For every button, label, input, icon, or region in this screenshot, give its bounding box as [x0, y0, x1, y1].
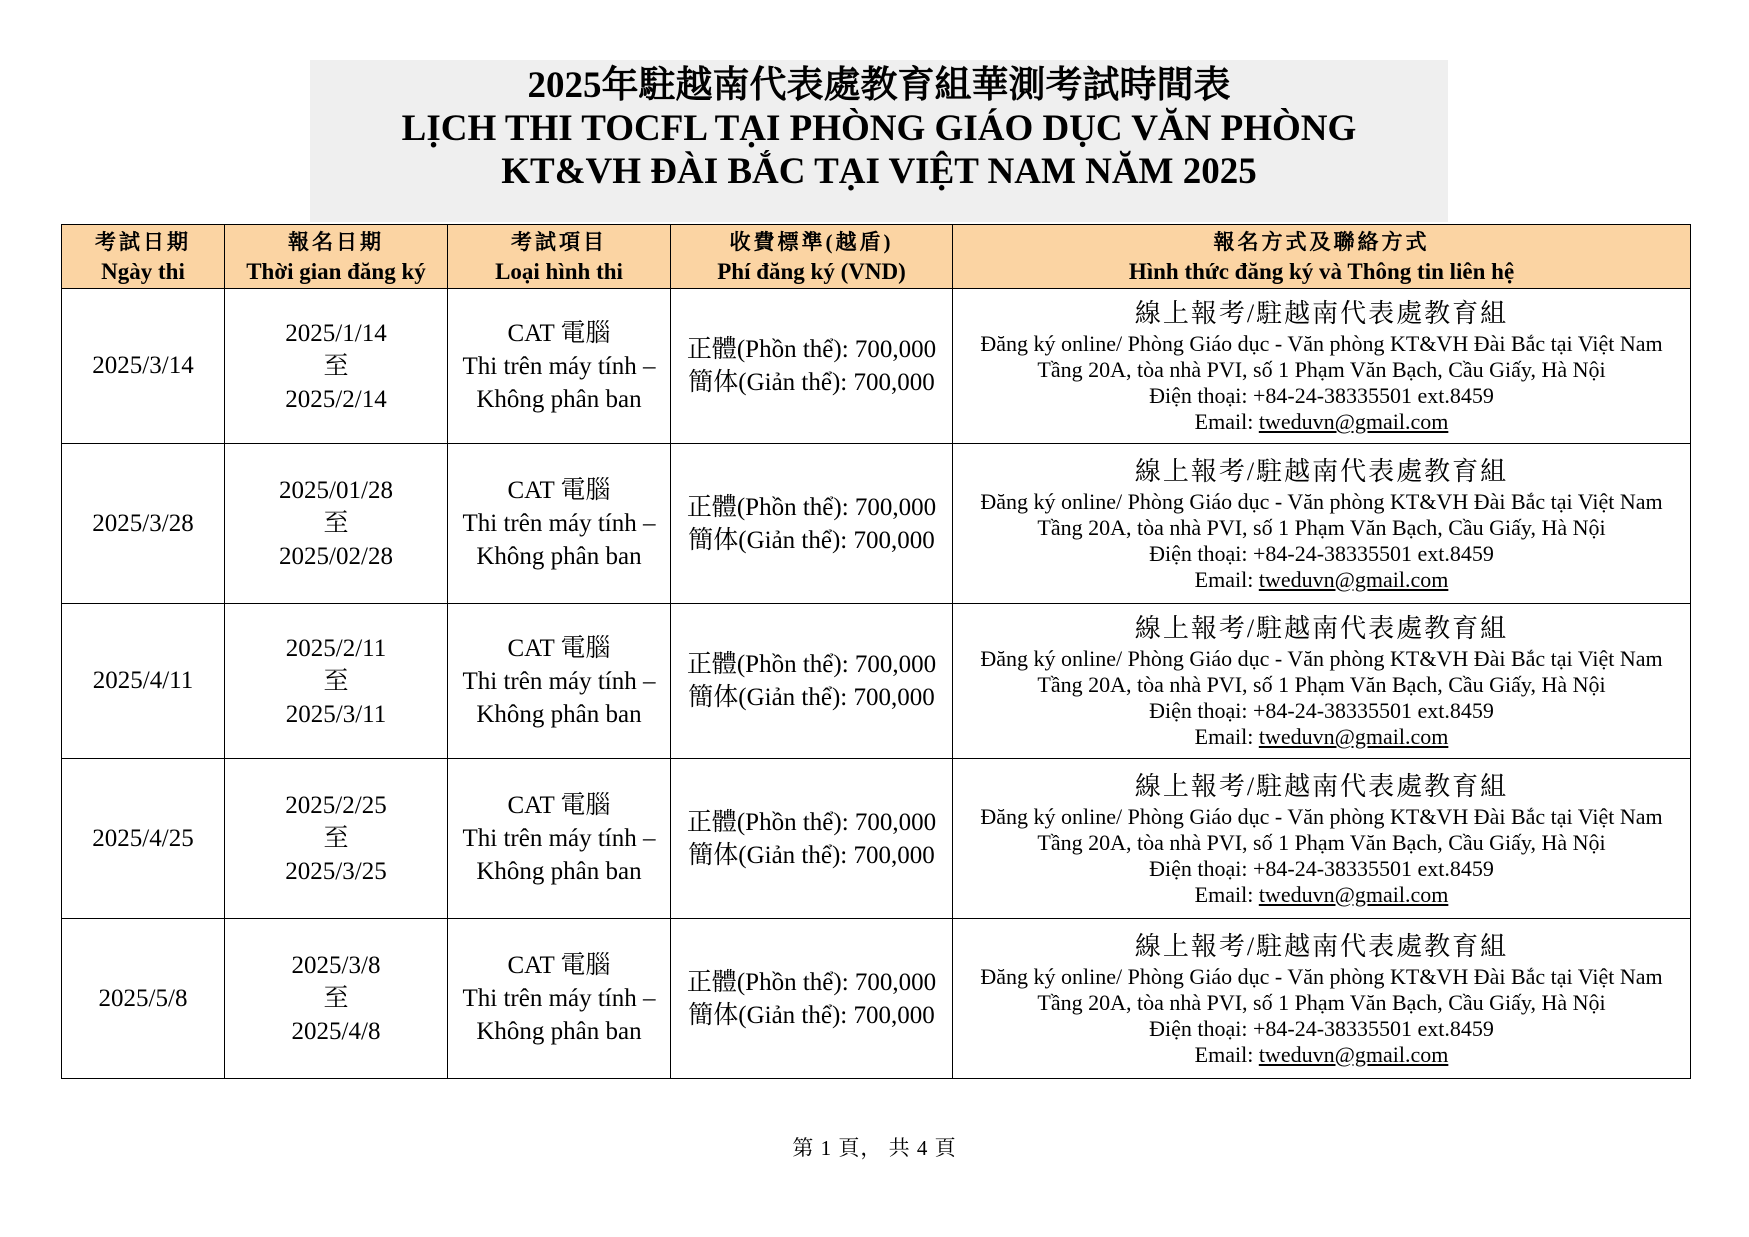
contact-cell — [953, 759, 1691, 919]
fee-traditional: 正體(Phồn thể): 700,000 — [686, 968, 937, 996]
contact-chinese: 線上報考/駐越南代表處教育組 — [1134, 299, 1509, 328]
registration-separator: 至 — [323, 825, 349, 852]
registration-start: 2025/2/25 — [285, 792, 387, 819]
fee-cell — [671, 759, 953, 919]
registration-start: 2025/1/14 — [285, 319, 387, 347]
exam-type-line: Không phân ban — [476, 543, 642, 570]
registration-separator: 至 — [323, 667, 349, 695]
table-row — [62, 759, 1691, 919]
contact-email-line — [953, 1042, 1690, 1068]
exam-type-cell — [448, 919, 671, 1079]
registration-end: 2025/02/28 — [279, 543, 393, 570]
header-exam-date — [62, 225, 225, 289]
email-label: Email: — [1194, 566, 1259, 592]
contact-phone: Điện thoại: +84-24-38335501 ext.8459 — [1149, 1015, 1494, 1041]
exam-type-line: Không phân ban — [476, 1018, 642, 1045]
contact-chinese: 線上報考/駐越南代表處教育組 — [1134, 614, 1509, 643]
fee-simplified: 簡体(Giản thể): 700,000 — [688, 1001, 935, 1029]
fee-traditional: 正體(Phồn thể): 700,000 — [686, 493, 937, 521]
table-row — [62, 444, 1691, 604]
fee-cell — [671, 604, 953, 759]
email-link[interactable]: tweduvn@gmail.com — [1258, 881, 1449, 907]
exam-date-cell: 2025/4/25 — [62, 759, 225, 919]
exam-type-cell — [448, 759, 671, 919]
fee-cell — [671, 289, 953, 444]
registration-period-cell — [225, 919, 448, 1079]
registration-period-cell — [225, 759, 448, 919]
contact-phone: Điện thoại: +84-24-38335501 ext.8459 — [1149, 698, 1494, 723]
contact-phone: Điện thoại: +84-24-38335501 ext.8459 — [1149, 855, 1494, 881]
table-header-row — [62, 225, 1691, 289]
exam-type-line: Không phân ban — [476, 700, 642, 728]
page-number-footer: 第 1 頁， 共 4 頁 — [792, 1136, 957, 1160]
registration-separator: 至 — [323, 352, 349, 380]
contact-online: Đăng ký online/ Phòng Giáo dục - Văn phòng KT&VH Đài Bắc tại Việt Nam — [980, 646, 1663, 671]
contact-address: Tầng 20A, tòa nhà PVI, số 1 Phạm Văn Bạch, Cầu Giấy, Hà Nội — [1037, 989, 1606, 1015]
document-title — [310, 60, 1448, 222]
exam-date-cell: 2025/4/11 — [62, 604, 225, 759]
contact-email-line — [953, 567, 1690, 593]
header-label-zh: 考試日期 — [95, 229, 191, 254]
registration-end: 2025/3/25 — [285, 858, 387, 885]
contact-cell — [953, 444, 1691, 604]
contact-email-line — [953, 409, 1690, 435]
header-label-vi: Thời gian đăng ký — [246, 258, 426, 284]
registration-end: 2025/3/11 — [285, 700, 387, 728]
exam-type-line: CAT 電腦 — [507, 634, 611, 662]
exam-type-line: Thi trên máy tính – — [462, 985, 656, 1012]
exam-type-line: Không phân ban — [476, 385, 642, 413]
contact-online: Đăng ký online/ Phòng Giáo dục - Văn phòng KT&VH Đài Bắc tại Việt Nam — [980, 803, 1663, 829]
email-link[interactable]: tweduvn@gmail.com — [1258, 1041, 1449, 1067]
exam-type-line: Thi trên máy tính – — [462, 825, 656, 852]
email-label: Email: — [1194, 1041, 1259, 1067]
fee-traditional: 正體(Phồn thể): 700,000 — [686, 336, 937, 363]
title-line-chinese: 2025年駐越南代表處教育組華測考試時間表 — [527, 65, 1231, 106]
exam-type-cell — [448, 604, 671, 759]
header-label-vi: Hình thức đăng ký và Thông tin liên hệ — [1128, 258, 1515, 284]
contact-online: Đăng ký online/ Phòng Giáo dục - Văn phòng KT&VH Đài Bắc tại Việt Nam — [980, 331, 1663, 356]
exam-date-cell: 2025/3/14 — [62, 289, 225, 444]
exam-type-cell — [448, 289, 671, 444]
contact-phone: Điện thoại: +84-24-38335501 ext.8459 — [1149, 540, 1494, 566]
registration-end: 2025/4/8 — [291, 1018, 381, 1045]
contact-phone: Điện thoại: +84-24-38335501 ext.8459 — [1149, 383, 1494, 408]
contact-online: Đăng ký online/ Phòng Giáo dục - Văn phòng KT&VH Đài Bắc tại Việt Nam — [980, 488, 1663, 514]
contact-cell — [953, 289, 1691, 444]
contact-chinese: 線上報考/駐越南代表處教育組 — [1134, 456, 1509, 486]
fee-simplified: 簡体(Giản thể): 700,000 — [688, 684, 935, 711]
fee-traditional: 正體(Phồn thể): 700,000 — [686, 808, 937, 836]
registration-separator: 至 — [323, 985, 349, 1012]
table-row — [62, 919, 1691, 1079]
fee-cell — [671, 919, 953, 1079]
exam-type-cell — [448, 444, 671, 604]
header-label-vi: Ngày thi — [101, 258, 185, 284]
registration-start: 2025/2/11 — [285, 634, 387, 662]
header-contact — [953, 225, 1691, 289]
registration-period-cell — [225, 444, 448, 604]
exam-type-line: CAT 電腦 — [507, 319, 611, 347]
exam-type-line: Thi trên máy tính – — [462, 510, 656, 537]
email-label: Email: — [1194, 409, 1259, 434]
contact-chinese: 線上報考/駐越南代表處教育組 — [1134, 771, 1509, 801]
title-line-vietnamese-1: LỊCH THI TOCFL TẠI PHÒNG GIÁO DỤC VĂN PHÒNG — [401, 108, 1357, 149]
title-line-vietnamese-2: KT&VH ĐÀI BẮC TẠI VIỆT NAM NĂM 2025 — [501, 151, 1257, 192]
fee-simplified: 簡体(Giản thể): 700,000 — [688, 526, 935, 554]
exam-type-line: CAT 電腦 — [507, 477, 611, 504]
registration-separator: 至 — [323, 510, 349, 537]
email-label: Email: — [1194, 724, 1259, 749]
contact-chinese: 線上報考/駐越南代表處教育組 — [1134, 931, 1509, 961]
header-exam-type — [448, 225, 671, 289]
header-label-zh: 報名方式及聯絡方式 — [1213, 229, 1430, 254]
header-registration-period — [225, 225, 448, 289]
exam-type-line: CAT 電腦 — [507, 792, 611, 819]
email-label: Email: — [1194, 881, 1259, 907]
exam-type-line: Không phân ban — [476, 858, 642, 885]
email-link[interactable]: tweduvn@gmail.com — [1258, 566, 1449, 592]
header-label-vi: Loại hình thi — [495, 258, 623, 284]
registration-end: 2025/2/14 — [285, 385, 387, 413]
header-label-vi: Phí đăng ký (VND) — [717, 258, 906, 284]
header-label-zh: 收費標準(越盾) — [729, 229, 894, 254]
contact-address: Tầng 20A, tòa nhà PVI, số 1 Phạm Văn Bạch, Cầu Giấy, Hà Nội — [1037, 672, 1606, 697]
registration-period-cell — [225, 604, 448, 759]
exam-date-cell: 2025/5/8 — [62, 919, 225, 1079]
fee-cell — [671, 444, 953, 604]
contact-email-line — [953, 882, 1690, 908]
exam-date-cell: 2025/3/28 — [62, 444, 225, 604]
contact-cell — [953, 919, 1691, 1079]
exam-type-line: Thi trên máy tính – — [462, 667, 656, 695]
registration-period-cell — [225, 289, 448, 444]
table-row — [62, 604, 1691, 759]
registration-start: 2025/3/8 — [291, 952, 381, 979]
exam-schedule-table — [61, 224, 1691, 1079]
registration-start: 2025/01/28 — [279, 477, 393, 504]
exam-type-line: CAT 電腦 — [507, 952, 611, 979]
contact-address: Tầng 20A, tòa nhà PVI, số 1 Phạm Văn Bạch, Cầu Giấy, Hà Nội — [1037, 829, 1606, 855]
contact-address: Tầng 20A, tòa nhà PVI, số 1 Phạm Văn Bạch, Cầu Giấy, Hà Nội — [1037, 357, 1606, 382]
contact-cell — [953, 604, 1691, 759]
header-label-zh: 考試項目 — [511, 229, 607, 254]
table-row — [62, 289, 1691, 444]
fee-traditional: 正體(Phồn thể): 700,000 — [686, 651, 937, 678]
contact-online: Đăng ký online/ Phòng Giáo dục - Văn phòng KT&VH Đài Bắc tại Việt Nam — [980, 963, 1663, 989]
header-fee — [671, 225, 953, 289]
email-link[interactable]: tweduvn@gmail.com — [1258, 409, 1449, 434]
email-link[interactable]: tweduvn@gmail.com — [1258, 724, 1449, 749]
header-label-zh: 報名日期 — [288, 229, 384, 254]
fee-simplified: 簡体(Giản thể): 700,000 — [688, 841, 935, 869]
exam-type-line: Thi trên máy tính – — [462, 352, 656, 380]
fee-simplified: 簡体(Giản thể): 700,000 — [688, 369, 935, 396]
contact-email-line — [953, 724, 1690, 750]
contact-address: Tầng 20A, tòa nhà PVI, số 1 Phạm Văn Bạch, Cầu Giấy, Hà Nội — [1037, 514, 1606, 540]
